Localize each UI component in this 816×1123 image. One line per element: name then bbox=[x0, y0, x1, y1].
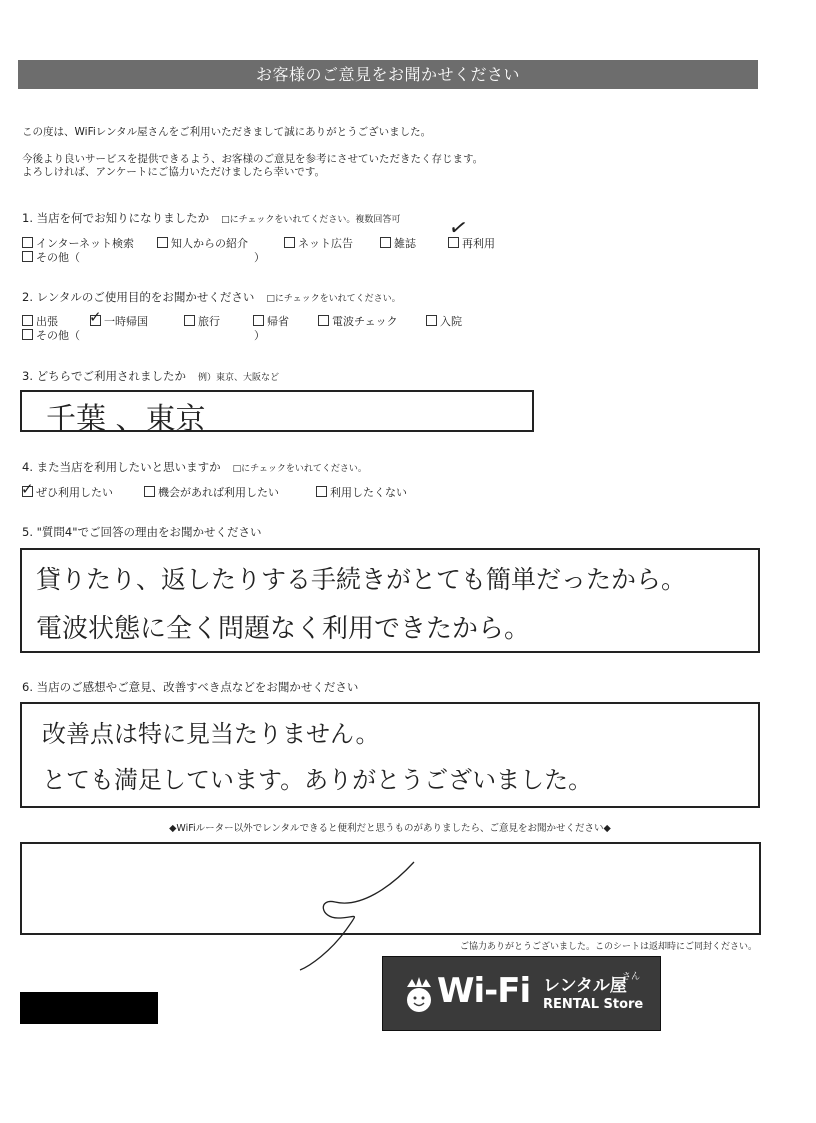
intro-line-3: よろしければ、アンケートにご協力いただけましたら幸いです。 bbox=[22, 166, 326, 178]
q1-option-magazine[interactable]: 雑誌 bbox=[380, 235, 416, 251]
question-1-note: □にチェックをいれてください。複数回答可 bbox=[221, 215, 401, 225]
q2-option-hospital[interactable]: 入院 bbox=[426, 313, 462, 329]
logo-wifi-text: Wi-Fi bbox=[437, 971, 531, 1011]
q2-option-travel[interactable]: 旅行 bbox=[184, 313, 220, 329]
q4-option-if-chance[interactable]: 機会があれば利用したい bbox=[144, 484, 279, 500]
question-1-label: 1. 当店を何でお知りになりましたか bbox=[22, 211, 210, 225]
crown-mascot-icon bbox=[403, 975, 435, 1015]
checkbox[interactable] bbox=[22, 237, 33, 248]
q1-option-reuse[interactable]: 再利用 bbox=[448, 235, 495, 251]
question-5: 5. "質問4"でご回答の理由をお聞かせください bbox=[22, 525, 262, 539]
logo-japanese-text: レンタル屋 bbox=[543, 976, 627, 996]
question-1 bbox=[22, 210, 400, 226]
logo-english-text: RENTAL Store bbox=[543, 997, 644, 1012]
store-logo bbox=[382, 956, 661, 1031]
question-1-options bbox=[22, 235, 722, 265]
footer-thanks: ご協力ありがとうございました。このシートは返却時にご同封ください。 bbox=[460, 942, 758, 952]
q2-option-signal-check[interactable]: 電波チェック bbox=[318, 313, 398, 329]
q1-option-internet[interactable]: インターネット検索 bbox=[22, 235, 134, 251]
question-5-answer-line-2: 電波状態に全く問題なく利用できたから。 bbox=[36, 614, 531, 644]
checkbox[interactable] bbox=[22, 251, 33, 262]
handwritten-check-mark: ✓ bbox=[21, 480, 34, 498]
logo-san-text: さん bbox=[622, 972, 641, 982]
handwritten-check-mark: ✓ bbox=[89, 308, 102, 326]
question-6-answer-box[interactable] bbox=[20, 702, 760, 808]
redaction-block bbox=[20, 992, 158, 1024]
checkbox[interactable] bbox=[157, 237, 168, 248]
q1-other-close: ） bbox=[254, 251, 265, 264]
intro-line-2: 今後より良いサービスを提供できるよう、お客様のご意見を参考にさせていただきたく存じます。 bbox=[22, 153, 484, 165]
question-5-answer-box[interactable] bbox=[20, 548, 760, 653]
intro-line-1: この度は、WiFiレンタル屋さんをご利用いただきまして誠にありがとうございました。 bbox=[22, 126, 432, 138]
question-2-options: 出張 一時帰国 旅行 帰省 電波チェック 入院 その他（ ） bbox=[22, 313, 722, 343]
q1-option-other[interactable]: その他（ bbox=[22, 249, 80, 265]
question-5-answer-line-1: 貸りたり、返したりする手続きがとても簡単だったから。 bbox=[36, 565, 687, 594]
q2-option-homecoming[interactable]: 帰省 bbox=[253, 313, 289, 329]
q1-option-ad[interactable]: ネット広告 bbox=[284, 235, 353, 251]
question-6-answer-line-1: 改善点は特に見当たりません。 bbox=[42, 720, 380, 748]
q2-option-business[interactable]: 出張 bbox=[22, 313, 58, 329]
question-2: 2. レンタルのご使用目的をお聞かせください □にチェックをいれてください。 bbox=[22, 290, 401, 304]
question-3: 3. どちらでご利用されましたか 例）東京、大阪など bbox=[22, 369, 280, 383]
question-6: 6. 当店のご感想やご意見、改善すべき点などをお聞かせください bbox=[22, 680, 359, 694]
question-3-answer: 千葉 、東京 bbox=[46, 402, 206, 437]
handwritten-check-mark: ✓ bbox=[446, 214, 470, 243]
question-4: 4. また当店を利用したいと思いますか □にチェックをいれてください。 bbox=[22, 460, 367, 474]
q4-option-no[interactable]: 利用したくない bbox=[316, 484, 407, 500]
page-title: お客様のご意見をお聞かせください bbox=[18, 60, 758, 89]
question-7: ◆WiFiルーター以外でレンタルできると便利だと思うものがありましたら、ご意見をお聞かせください◆ bbox=[169, 823, 611, 834]
q2-option-other[interactable]: その他（ bbox=[22, 327, 80, 343]
q1-option-referral[interactable]: 知人からの紹介 bbox=[157, 235, 248, 251]
q4-option-definitely[interactable]: ぜひ利用したい bbox=[22, 484, 113, 500]
checkbox[interactable] bbox=[380, 237, 391, 248]
question-3-answer-box[interactable] bbox=[20, 390, 534, 437]
question-4-options bbox=[22, 484, 622, 500]
q2-option-return-home[interactable]: 一時帰国 bbox=[90, 313, 148, 329]
question-6-answer-line-2: とても満足しています。ありがとうございました。 bbox=[42, 766, 593, 794]
checkbox[interactable] bbox=[284, 237, 295, 248]
